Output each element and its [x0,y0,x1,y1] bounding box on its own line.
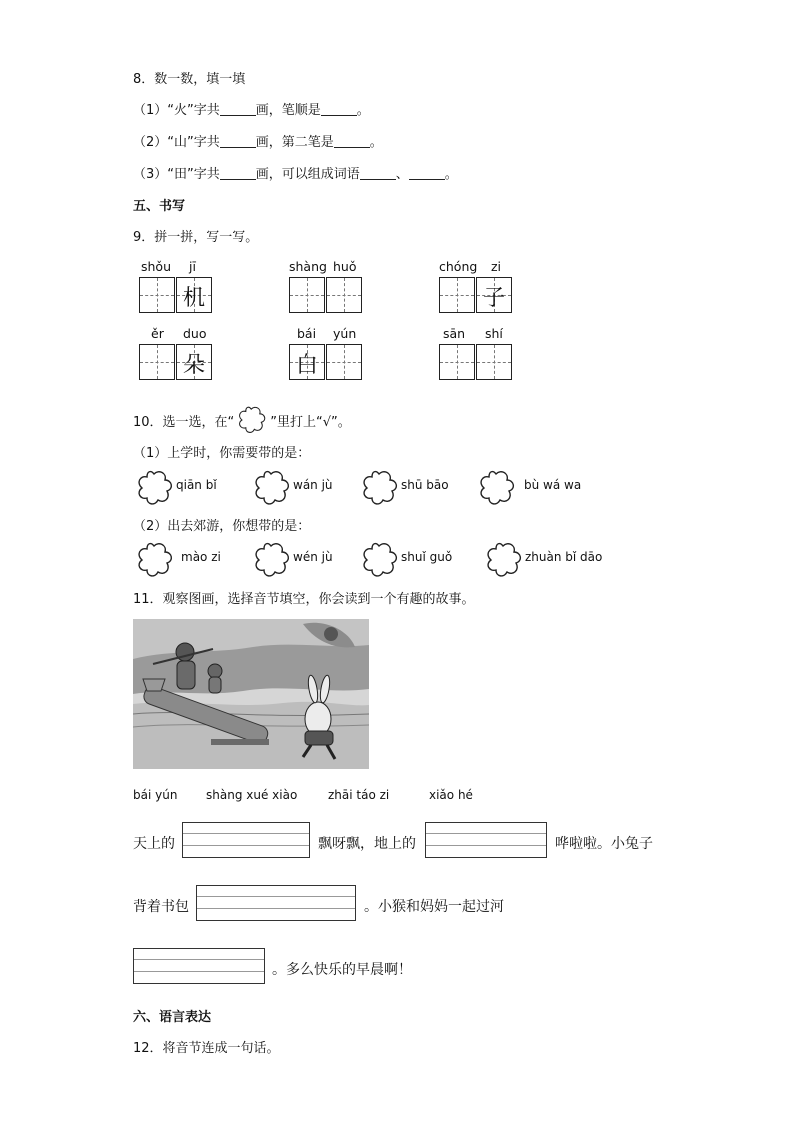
character: 机 [182,286,205,311]
flower-checkbox-icon[interactable] [253,470,291,506]
guide-line [183,845,309,846]
character: 白 [295,353,318,378]
q8-2-text-c: 。 [369,135,383,150]
writing-grid-item [289,259,369,315]
writing-grid-item [439,259,519,315]
q8-3-text-b: 画，可以组成词语 [255,167,360,182]
q11-sentence-2a: 背着书包 [133,899,189,915]
q8-line-1 [133,99,370,118]
story-illustration [133,619,369,769]
q8-2-text-a: （2）“山”字共 [133,135,220,150]
q8-line-3 [133,163,458,182]
choice-label: wén jù [293,550,333,564]
q8-2-text-b: 画，第二笔是 [255,135,334,150]
pinyin: huǒ [333,259,357,274]
blank[interactable] [334,134,370,148]
q11-sentence-1b: 飘呀飘，地上的 [318,836,416,852]
syllable-option: xiǎo hé [429,788,473,802]
tian-grid-cell[interactable] [476,344,512,380]
writing-grid-item [439,326,519,382]
q11-title: 11．观察图画，选择音节填空，你会读到一个有趣的故事。 [133,592,475,607]
blank[interactable] [220,134,256,148]
q8-1-text-c: 。 [356,103,370,118]
tian-grid-cell[interactable] [326,344,362,380]
tian-grid-cell[interactable] [439,277,475,313]
pinyin: duo [183,326,207,341]
writing-grid-item [289,326,369,382]
section-heading-6: 六、语言表达 [133,1010,212,1025]
answer-writing-box[interactable] [182,822,310,858]
choice-label: wán jù [293,478,333,492]
q8-1-text-b: 画，笔顺是 [255,103,321,118]
blank[interactable] [220,102,256,116]
q10-title [133,406,351,434]
guide-line [183,833,309,834]
q10-title-b: ”里打上“√”。 [270,415,351,430]
answer-writing-box[interactable] [196,885,356,921]
writing-grid-item [139,326,219,382]
choice-label: zhuàn bǐ dāo [525,550,603,564]
flower-checkbox-icon[interactable] [136,542,174,578]
q10-sub1: （1）上学时，你需要带的是： [133,446,311,461]
flower-checkbox-icon[interactable] [253,542,291,578]
pinyin: sān [443,326,466,341]
flower-checkbox-icon[interactable] [136,470,174,506]
choice-label: shuǐ guǒ [401,550,453,564]
pinyin: shí [485,326,503,341]
pinyin: chóng [439,259,478,274]
blank[interactable] [409,166,445,180]
pinyin: zi [491,259,502,274]
flower-checkbox-icon[interactable] [361,470,399,506]
pinyin: bái [297,326,317,341]
q9-title: 9．拼一拼，写一写。 [133,230,259,245]
blank[interactable] [360,166,396,180]
guide-line [134,971,264,972]
blank[interactable] [321,102,357,116]
choice-label: bù wá wa [524,478,582,492]
q8-3-text-c: 、 [395,167,409,182]
tian-grid-cell[interactable] [439,344,475,380]
choice-label: qiān bǐ [176,478,217,492]
pinyin: yún [333,326,357,341]
pinyin: ěr [151,326,164,341]
q11-sentence-2b: 。小猴和妈妈一起过河 [364,899,504,915]
guide-line [426,833,546,834]
q12-title: 12．将音节连成一句话。 [133,1041,280,1056]
tian-grid-cell[interactable] [176,344,212,380]
guide-line [134,959,264,960]
flower-checkbox-icon[interactable] [485,542,523,578]
answer-writing-box[interactable] [133,948,265,984]
guide-line [197,896,355,897]
q8-3-text-d: 。 [444,167,458,182]
section-heading-5: 五、书写 [133,199,186,214]
q11-sentence-1c: 哗啦啦。小兔子 [555,836,653,852]
pinyin: jī [189,259,196,274]
syllable-option: bái yún [133,788,178,802]
q11-sentence-1a: 天上的 [133,836,175,852]
q8-title: 8．数一数，填一填 [133,72,246,87]
tian-grid-cell[interactable] [476,277,512,313]
tian-grid-cell[interactable] [289,344,325,380]
answer-writing-box[interactable] [425,822,547,858]
guide-line [426,845,546,846]
blank[interactable] [220,166,256,180]
tian-grid-cell[interactable] [176,277,212,313]
pinyin: shǒu [141,259,172,274]
tian-grid-cell[interactable] [289,277,325,313]
q10-title-a: 10．选一选，在“ [133,415,235,430]
guide-line [197,908,355,909]
choice-label: mào zi [181,550,221,564]
pinyin: shàng [289,259,327,274]
tian-grid-cell[interactable] [326,277,362,313]
flower-icon [234,406,270,434]
flower-checkbox-icon[interactable] [478,470,516,506]
q8-3-text-a: （3）“田”字共 [133,167,220,182]
q8-1-text-a: （1）“火”字共 [133,103,220,118]
syllable-option: shàng xué xiào [206,788,298,802]
character: 子 [482,286,505,311]
flower-checkbox-icon[interactable] [361,542,399,578]
tian-grid-cell[interactable] [139,277,175,313]
syllable-option: zhāi táo zi [328,788,390,802]
writing-grid-item [139,259,219,315]
choice-label: shū bāo [401,478,449,492]
q8-line-2 [133,131,383,150]
q11-sentence-3: 。多么快乐的早晨啊！ [272,962,412,978]
q10-sub2: （2）出去郊游，你想带的是： [133,519,311,534]
tian-grid-cell[interactable] [139,344,175,380]
character: 朵 [182,353,205,378]
